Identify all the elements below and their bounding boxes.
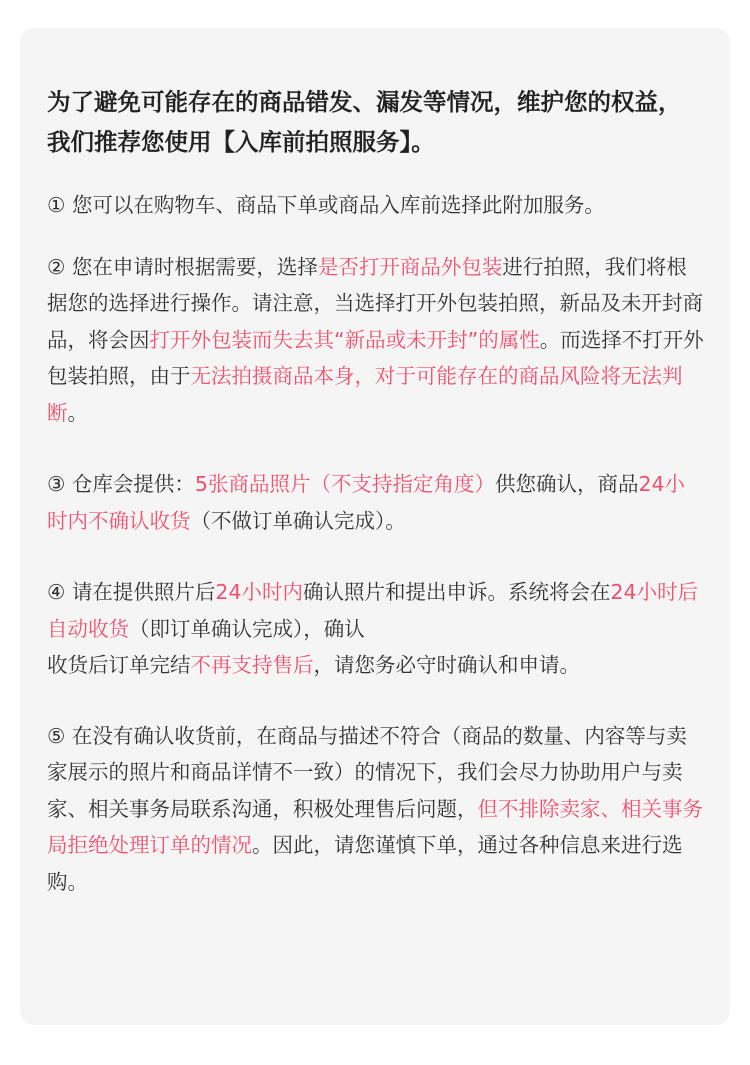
paragraph-text: （不做订单确认完成）。 (190, 508, 406, 533)
paragraph-text: ③ 仓库会提供： (47, 472, 195, 496)
paragraph-text: 。因此，请您谨慎下单，通过各种信息来进行选购。 (47, 833, 683, 894)
highlight-text: 打开外包装而失去其“新品或未开封”的属性 (149, 327, 540, 352)
notice-card (20, 28, 730, 1025)
notice-paragraph-2 (47, 249, 704, 432)
paragraph-text: ④ 请在提供照片后 (47, 580, 216, 604)
notice-paragraph-5 (47, 718, 704, 901)
paragraph-text: 进行拍照，我们将根据您的选择进行操作。请注意，当选择打开外包装拍照，新品及未开封商品，将会因 (47, 254, 703, 352)
paragraph-text: 确认照片和提出申诉。系统将会在 (303, 580, 611, 604)
highlight-text: 24小时后自动收货 (47, 580, 699, 641)
highlight-text: 24小时内 (215, 580, 303, 604)
paragraph-text: 供您确认，商品 (494, 472, 639, 496)
notice-paragraph-1 (47, 187, 704, 224)
highlight-text: 是否打开商品外包装 (317, 254, 503, 279)
highlight-text: 无法拍摄商品本身，对于可能存在的商品风险将无法判断 (47, 364, 683, 425)
paragraph-text: ，请您务必守时确认和申请。 (313, 653, 580, 677)
paragraph-text: ① 您可以在购物车、商品下单或商品入库前选择此附加服务。 (47, 193, 605, 217)
highlight-text: 24小时内不确认收货 (47, 472, 686, 533)
paragraph-text: （即订单确认完成），确认 收货后订单完结 (47, 616, 365, 677)
paragraph-text: 。 (67, 400, 88, 425)
highlight-text: 但不排除卖家、相关事务局拒绝处理订单的情况 (47, 796, 703, 857)
notice-title: 为了避免可能存在的商品错发、漏发等情况，维护您的权益，我们推荐您使用【入库前拍照服务】。 (47, 88, 682, 156)
paragraph-text: ② 您在申请时根据需要，选择 (47, 254, 318, 279)
notice-paragraph-3 (47, 466, 704, 539)
paragraph-text: ⑤ 在没有确认收货前，在商品与描述不符合（商品的数量、内容等与卖家展示的照片和商品详情不一致）的情况下，我们会尽力协助用户与卖家、相关事务局联系沟通，积极处理售后问题， (47, 723, 687, 821)
highlight-text: 不再支持售后 (190, 653, 314, 677)
highlight-text: 5张商品照片（不支持指定角度） (194, 472, 495, 496)
notice-paragraph-4 (47, 574, 704, 684)
paragraph-text: 。而选择不打开外包装拍照，由于 (47, 327, 704, 388)
